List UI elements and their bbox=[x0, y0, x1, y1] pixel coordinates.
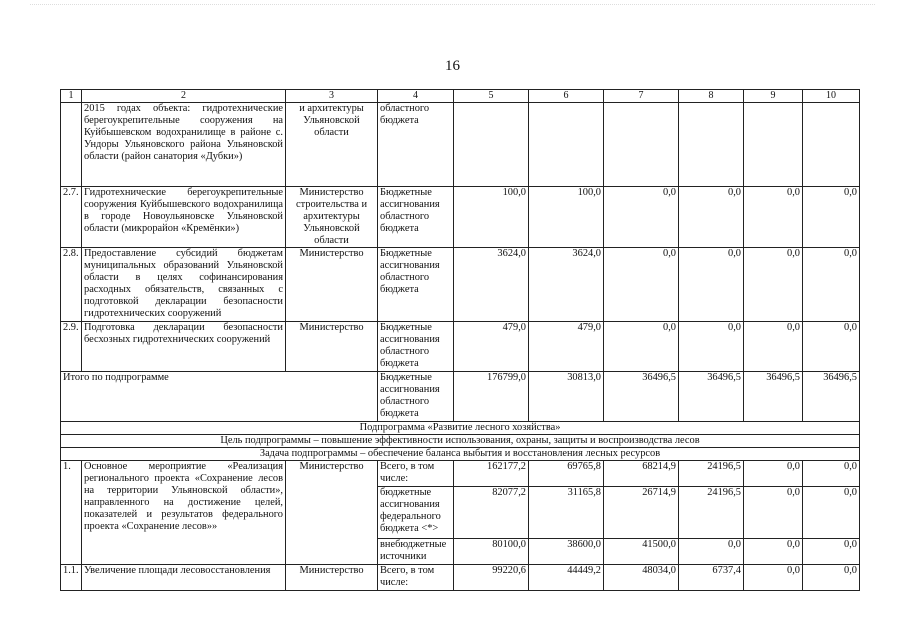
value-cell: 36496,5 bbox=[744, 372, 803, 422]
value-cell: 24196,5 bbox=[679, 487, 744, 539]
row-source: внебюджетные источники bbox=[378, 539, 454, 565]
page-number: 16 bbox=[445, 58, 460, 74]
subprogram-task-row bbox=[61, 448, 860, 461]
value-cell: 38600,0 bbox=[529, 539, 604, 565]
value-cell: 176799,0 bbox=[454, 372, 529, 422]
subprogram-task: Задача подпрограммы – обеспечение баланса выбытия и восстановления лесных ресурсов bbox=[61, 448, 860, 461]
value-cell: 0,0 bbox=[803, 461, 860, 487]
value-cell: 3624,0 bbox=[529, 248, 604, 322]
row-source: Всего, в том числе: bbox=[378, 461, 454, 487]
table-row bbox=[61, 322, 860, 372]
value-cell: 0,0 bbox=[604, 248, 679, 322]
value-cell: 36496,5 bbox=[604, 372, 679, 422]
row-index: 1. bbox=[61, 461, 82, 565]
value-cell: 479,0 bbox=[454, 322, 529, 372]
row-description: Предоставление субсидий бюджетам муниципальных образований Ульяновской области в целях софинансирования расходных обязательств, связанных с подготовкой декларации безопасности гидротехнических сооружений bbox=[82, 248, 286, 322]
row-executor: Министерство bbox=[286, 248, 378, 322]
value-cell: 0,0 bbox=[679, 539, 744, 565]
row-source: областного бюджета bbox=[378, 103, 454, 187]
row-description: Основное мероприятие «Реализация регионального проекта «Сохранение лесов на территории Ульяновской области», направленного на достижение целей, показателей и результатов федерального проекта «Сохранение лесов»» bbox=[82, 461, 286, 565]
value-cell: 36496,5 bbox=[803, 372, 860, 422]
value-cell: 44449,2 bbox=[529, 565, 604, 591]
column-header: 6 bbox=[529, 90, 604, 103]
subprogram-title: Подпрограмма «Развитие лесного хозяйства» bbox=[61, 422, 860, 435]
column-header: 7 bbox=[604, 90, 679, 103]
row-source: бюджетные ассигнования федерального бюджета <*> bbox=[378, 487, 454, 539]
table-row bbox=[61, 103, 860, 187]
value-cell: 162177,2 bbox=[454, 461, 529, 487]
row-description: 2015 годах объекта: гидротехнические берегоукрепительные сооружения на Куйбышевском водохранилище в районе с. Ундоры Ульяновского района Ульяновской области (район санатория «Дубки») bbox=[82, 103, 286, 187]
row-executor: Министерство строительства и архитектуры Ульяновской области bbox=[286, 187, 378, 248]
value-cell: 479,0 bbox=[529, 322, 604, 372]
value-cell: 0,0 bbox=[803, 248, 860, 322]
column-header: 8 bbox=[679, 90, 744, 103]
value-cell: 0,0 bbox=[744, 487, 803, 539]
value-cell: 99220,6 bbox=[454, 565, 529, 591]
value-cell: 0,0 bbox=[744, 461, 803, 487]
value-cell: 0,0 bbox=[803, 539, 860, 565]
subprogram-title-row bbox=[61, 422, 860, 435]
value-cell: 0,0 bbox=[803, 187, 860, 248]
row-executor: Министерство bbox=[286, 461, 378, 565]
row-index: 2.8. bbox=[61, 248, 82, 322]
column-header: 9 bbox=[744, 90, 803, 103]
value-cell: 82077,2 bbox=[454, 487, 529, 539]
row-index: 1.1. bbox=[61, 565, 82, 591]
row-executor: и архитектуры Ульяновской области bbox=[286, 103, 378, 187]
value-cell: 68214,9 bbox=[604, 461, 679, 487]
value-cell: 0,0 bbox=[679, 322, 744, 372]
row-source: Бюджетные ассигнования областного бюджета bbox=[378, 372, 454, 422]
row-executor: Министерство bbox=[286, 322, 378, 372]
table-row bbox=[61, 461, 860, 487]
value-cell: 48034,0 bbox=[604, 565, 679, 591]
value-cell: 3624,0 bbox=[454, 248, 529, 322]
value-cell: 6737,4 bbox=[679, 565, 744, 591]
value-cell: 0,0 bbox=[744, 187, 803, 248]
value-cell: 30813,0 bbox=[529, 372, 604, 422]
row-source: Бюджетные ассигнования областного бюджета bbox=[378, 187, 454, 248]
row-description: Гидротехнические берегоукрепительные сооружения Куйбышевского водохранилища в городе Новоульяновске Ульяновской области (микрорайон «Кремёнки») bbox=[82, 187, 286, 248]
value-cell: 0,0 bbox=[803, 487, 860, 539]
column-header: 5 bbox=[454, 90, 529, 103]
subprogram-goal: Цель подпрограммы – повышение эффективности использования, охраны, защиты и воспроизводства лесов bbox=[61, 435, 860, 448]
value-cell: 0,0 bbox=[679, 248, 744, 322]
row-index: 2.7. bbox=[61, 187, 82, 248]
row-source: Бюджетные ассигнования областного бюджета bbox=[378, 322, 454, 372]
value-cell: 100,0 bbox=[529, 187, 604, 248]
table-row bbox=[61, 187, 860, 248]
value-cell: 0,0 bbox=[679, 187, 744, 248]
value-cell: 0,0 bbox=[744, 322, 803, 372]
total-row bbox=[61, 372, 860, 422]
column-header: 2 bbox=[82, 90, 286, 103]
value-cell: 0,0 bbox=[744, 248, 803, 322]
value-cell: 31165,8 bbox=[529, 487, 604, 539]
value-cell: 26714,9 bbox=[604, 487, 679, 539]
value-cell: 0,0 bbox=[744, 539, 803, 565]
row-source: Всего, в том числе: bbox=[378, 565, 454, 591]
value-cell: 0,0 bbox=[744, 565, 803, 591]
value-cell: 100,0 bbox=[454, 187, 529, 248]
value-cell: 0,0 bbox=[803, 322, 860, 372]
column-header-row bbox=[61, 90, 860, 103]
row-executor: Министерство bbox=[286, 565, 378, 591]
column-header: 4 bbox=[378, 90, 454, 103]
column-header: 3 bbox=[286, 90, 378, 103]
value-cell: 0,0 bbox=[604, 187, 679, 248]
value-cell: 0,0 bbox=[604, 322, 679, 372]
column-header: 1 bbox=[61, 90, 82, 103]
column-header: 10 bbox=[803, 90, 860, 103]
scan-artifact-line bbox=[30, 4, 875, 11]
value-cell: 24196,5 bbox=[679, 461, 744, 487]
subprogram-goal-row bbox=[61, 435, 860, 448]
row-index: 2.9. bbox=[61, 322, 82, 372]
table-row bbox=[61, 248, 860, 322]
budget-table bbox=[60, 89, 860, 591]
table-row bbox=[61, 565, 860, 591]
total-label: Итого по подпрограмме bbox=[61, 372, 378, 422]
value-cell: 36496,5 bbox=[679, 372, 744, 422]
value-cell: 0,0 bbox=[803, 565, 860, 591]
row-description: Подготовка декларации безопасности бесхозных гидротехнических сооружений bbox=[82, 322, 286, 372]
row-description: Увеличение площади лесовосстановления bbox=[82, 565, 286, 591]
value-cell: 41500,0 bbox=[604, 539, 679, 565]
value-cell: 69765,8 bbox=[529, 461, 604, 487]
value-cell: 80100,0 bbox=[454, 539, 529, 565]
row-source: Бюджетные ассигнования областного бюджета bbox=[378, 248, 454, 322]
